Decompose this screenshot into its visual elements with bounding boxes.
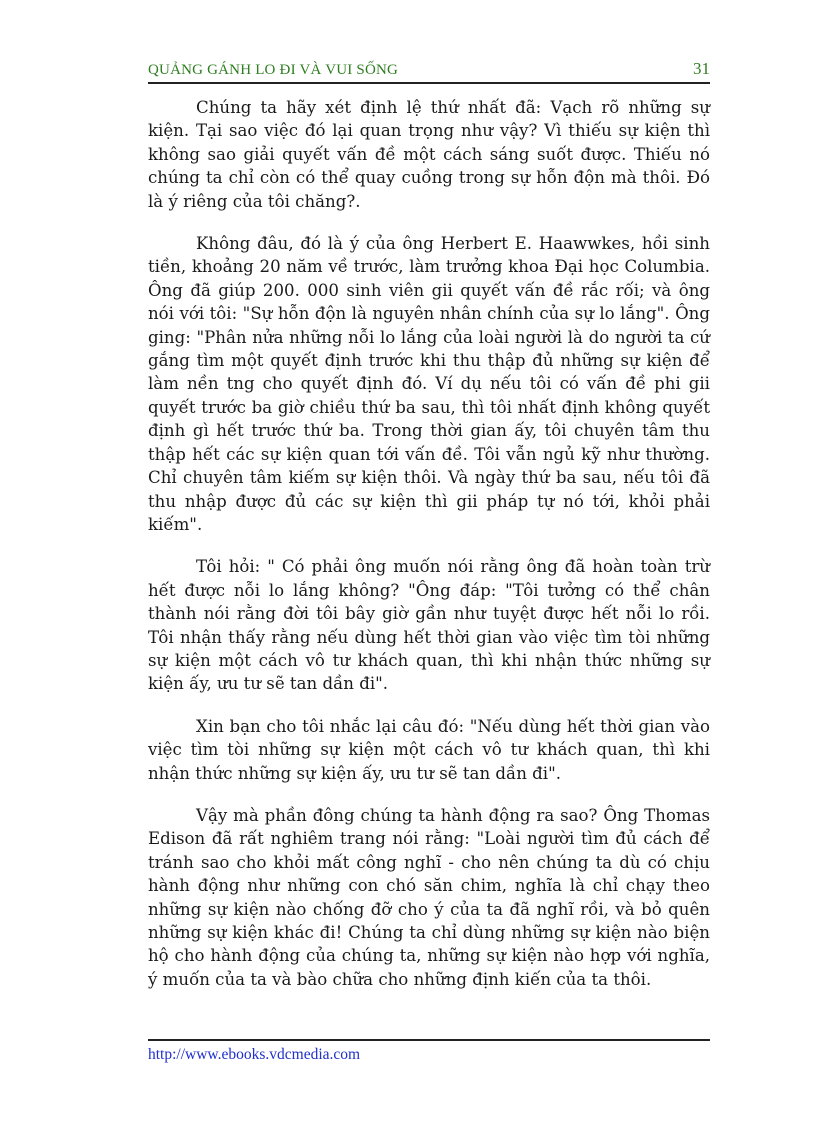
- paragraph-1: Chúng ta hãy xét định lệ thứ nhất đã: Vạch rõ những sự kiện. Tại sao việc đó lại quan trọng như vậy? Vì thiếu sự kiện thì không sao giải quyết vấn đề một cách sáng suốt được. Thiếu nó chúng ta chỉ còn có thể quay cuồng trong sự hỗn độn mà thôi. Đó là ý riêng của tôi chăng?.: [148, 98, 710, 211]
- page-footer: [148, 1039, 710, 1064]
- paragraph-2: Không đâu, đó là ý của ông Herbert E. Haawwkes, hồi sinh tiền, khoảng 20 năm về trước, làm trưởng khoa Đại học Columbia. Ông đã giúp 200. 000 sinh viên gii quyết vấn đề rắc rối; và ông nói với tôi: "Sự hỗn độn là nguyên nhân chính của sự lo lắng". Ông ging: "Phân nửa những nỗi lo lắng của loài người là do người ta cứ gắng tìm một quyết định trước khi thu thập đủ những sự kiện để làm nền tng cho quyết định đó. Ví dụ nếu tôi có vấn đề phi gii quyết trước ba giờ chiều thứ ba sau, thì tôi nhất định không quyết định gì hết trước thứ ba. Trong thời gian ấy, tôi chuyên tâm thu thập hết các sự kiện quan tới vấn đề. Tôi vẫn ngủ kỹ như thường. Chỉ chuyên tâm kiếm sự kiện thôi. Và ngày thứ ba sau, nếu tôi đã thu nhập được đủ các sự kiện thì gii pháp tự nó tới, khỏi phải kiếm".: [148, 234, 710, 534]
- paragraph-4: Xin bạn cho tôi nhắc lại câu đó: "Nếu dùng hết thời gian vào việc tìm tòi những sự kiện một cách vô tư khách quan, thì khi nhận thức những sự kiện ấy, ưu tư sẽ tan dần đi".: [148, 716, 710, 783]
- paragraph-3: Tôi hỏi: " Có phải ông muốn nói rằng ông đã hoàn toàn trừ hết được nỗi lo lắng không? "Ông đáp: "Tôi tưởng có thể chân thành nói rằng đời tôi bây giờ gần như tuyệt được hết nỗi lo rồi. Tôi nhận thấy rằng nếu dùng hết thời gian vào việc tìm tòi những sự kiện một cách vô tư khách quan, thì khi nhận thức những sự kiện ấy, ưu tư sẽ tan dần đi".: [148, 557, 710, 694]
- footer-website-link[interactable]: http://www.ebooks.vdcmedia.com: [148, 1046, 361, 1063]
- page-number: 31: [693, 59, 710, 78]
- page-body: [148, 96, 710, 1010]
- running-title: QUẢNG GÁNH LO ĐI VÀ VUI SỐNG: [148, 62, 399, 78]
- paragraph-5: Vậy mà phần đông chúng ta hành động ra sao? Ông Thomas Edison đã rất nghiêm trang nói rằng: "Loài người tìm đủ cách để tránh sao cho khỏi mất công nghĩ - cho nên chúng ta dù có chịu hành động như những con chó săn chim, nghĩa là chỉ chạy theo những sự kiện nào chống đỡ cho ý của ta đã nghĩ rồi, và bỏ quên những sự kiện khác đi! Chúng ta chỉ dùng những sự kiện nào biện hộ cho hành động của chúng ta, những sự kiện nào hợp với nghĩa, ý muốn của ta và bào chữa cho những định kiến của ta thôi.: [148, 805, 710, 989]
- page-header: [148, 58, 710, 84]
